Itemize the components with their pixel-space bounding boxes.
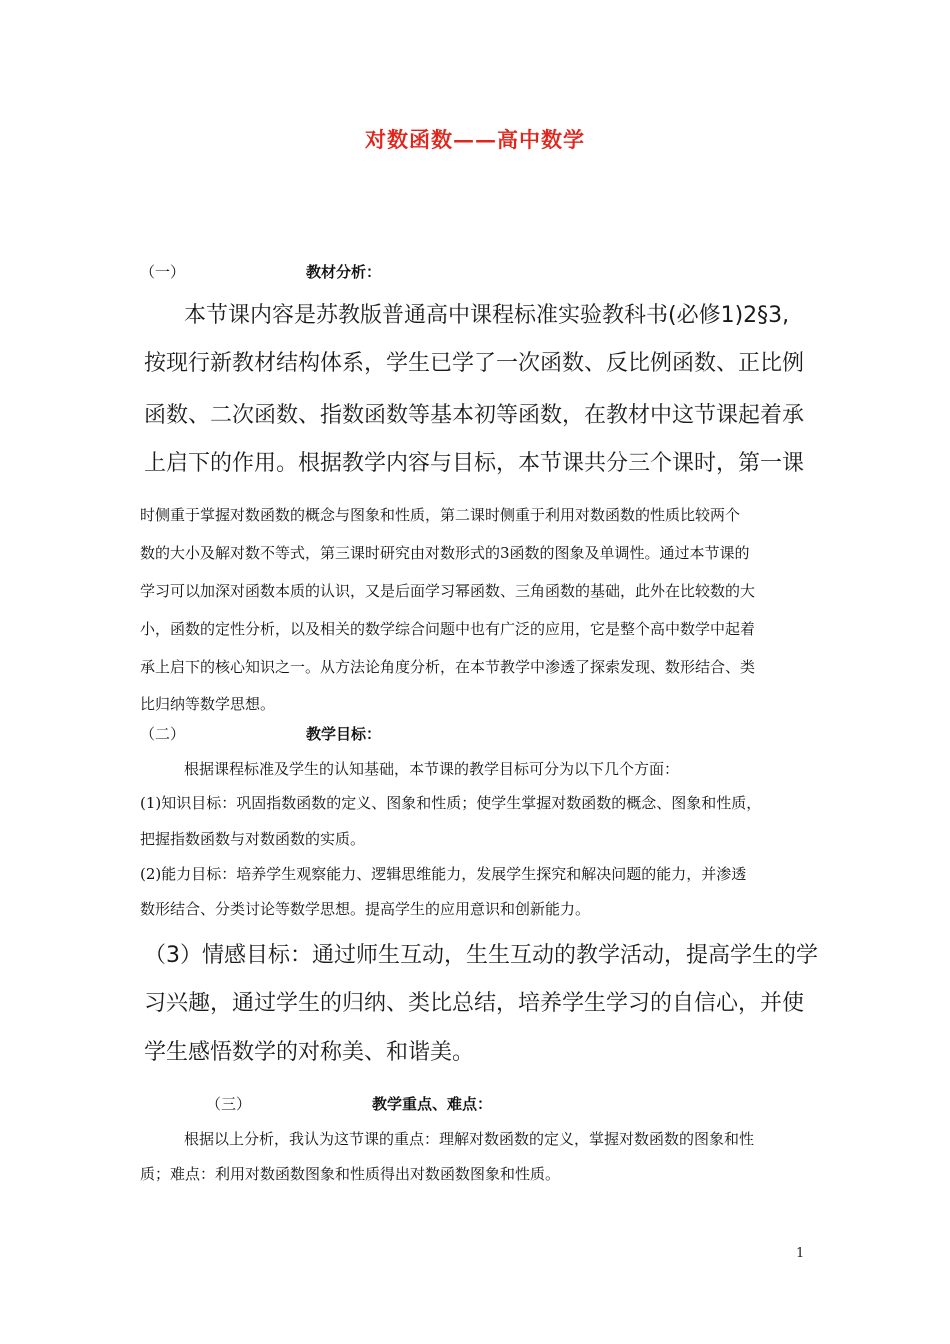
paragraph-line: (2)能力目标：培养学生观察能力、逻辑思维能力，发展学生探究和解决问题的能力，并渗透 bbox=[140, 865, 747, 883]
section-heading-3 bbox=[206, 1092, 606, 1116]
section-title: 教学目标： bbox=[306, 725, 382, 743]
paragraph-line: 按现行新教材结构体系，学生已学了一次函数、反比例函数、正比例 bbox=[144, 351, 805, 376]
paragraph-line: 质；难点：利用对数函数图象和性质得出对数函数图象和性质。 bbox=[140, 1165, 561, 1183]
section-heading-2 bbox=[140, 722, 540, 746]
paragraph-line: 时侧重于掌握对数函数的概念与图象和性质，第二课时侧重于利用对数函数的性质比较两个 bbox=[140, 506, 741, 524]
paragraph-line: （3）情感目标：通过师生互动，生生互动的教学活动，提高学生的学 bbox=[144, 943, 818, 968]
section-number: （二） bbox=[140, 725, 186, 743]
paragraph-line: (1)知识目标：巩固指数函数的定义、图象和性质；使学生掌握对数函数的概念、图象和性质， bbox=[140, 794, 762, 812]
paragraph-line: 根据课程标准及学生的认知基础，本节课的教学目标可分为以下几个方面： bbox=[184, 760, 680, 778]
paragraph-line: 习兴趣，通过学生的归纳、类比总结，培养学生学习的自信心，并使 bbox=[144, 991, 805, 1016]
section-number: （三） bbox=[206, 1095, 252, 1113]
section-heading-1 bbox=[140, 260, 540, 284]
page-number: 1 bbox=[796, 1246, 805, 1261]
section-title: 教学重点、难点： bbox=[372, 1095, 493, 1113]
paragraph-line: 把握指数函数与对数函数的实质。 bbox=[140, 830, 366, 848]
paragraph-line: 根据以上分析，我认为这节课的重点：理解对数函数的定义，掌握对数函数的图象和性 bbox=[184, 1130, 755, 1148]
paragraph-line: 小，函数的定性分析，以及相关的数学综合问题中也有广泛的应用，它是整个高中数学中起着 bbox=[140, 620, 756, 638]
paragraph-line: 数形结合、分类讨论等数学思想。提高学生的应用意识和创新能力。 bbox=[140, 900, 591, 918]
section-title: 教材分析： bbox=[306, 263, 382, 281]
paragraph-line: 数的大小及解对数不等式，第三课时研究由对数形式的3函数的图象及单调性。通过本节课的 bbox=[140, 544, 750, 562]
paragraph-line: 比归纳等数学思想。 bbox=[140, 695, 276, 713]
paragraph-line: 函数、二次函数、指数函数等基本初等函数，在教材中这节课起着承 bbox=[144, 403, 805, 428]
paragraph-line: 承上启下的核心知识之一。从方法论角度分析，在本节教学中渗透了探索发现、数形结合、类 bbox=[140, 658, 756, 676]
document-title: 对数函数——高中数学 bbox=[365, 127, 585, 152]
paragraph-line: 上启下的作用。根据教学内容与目标，本节课共分三个课时，第一课 bbox=[144, 451, 805, 476]
paragraph-line: 本节课内容是苏教版普通高中课程标准实验教科书(必修1)2§3, bbox=[184, 303, 790, 328]
section-number: （一） bbox=[140, 263, 186, 281]
paragraph-line: 学习可以加深对函数本质的认识，又是后面学习幂函数、三角函数的基础，此外在比较数的大 bbox=[140, 582, 756, 600]
paragraph-line: 学生感悟数学的对称美、和谐美。 bbox=[144, 1040, 475, 1065]
